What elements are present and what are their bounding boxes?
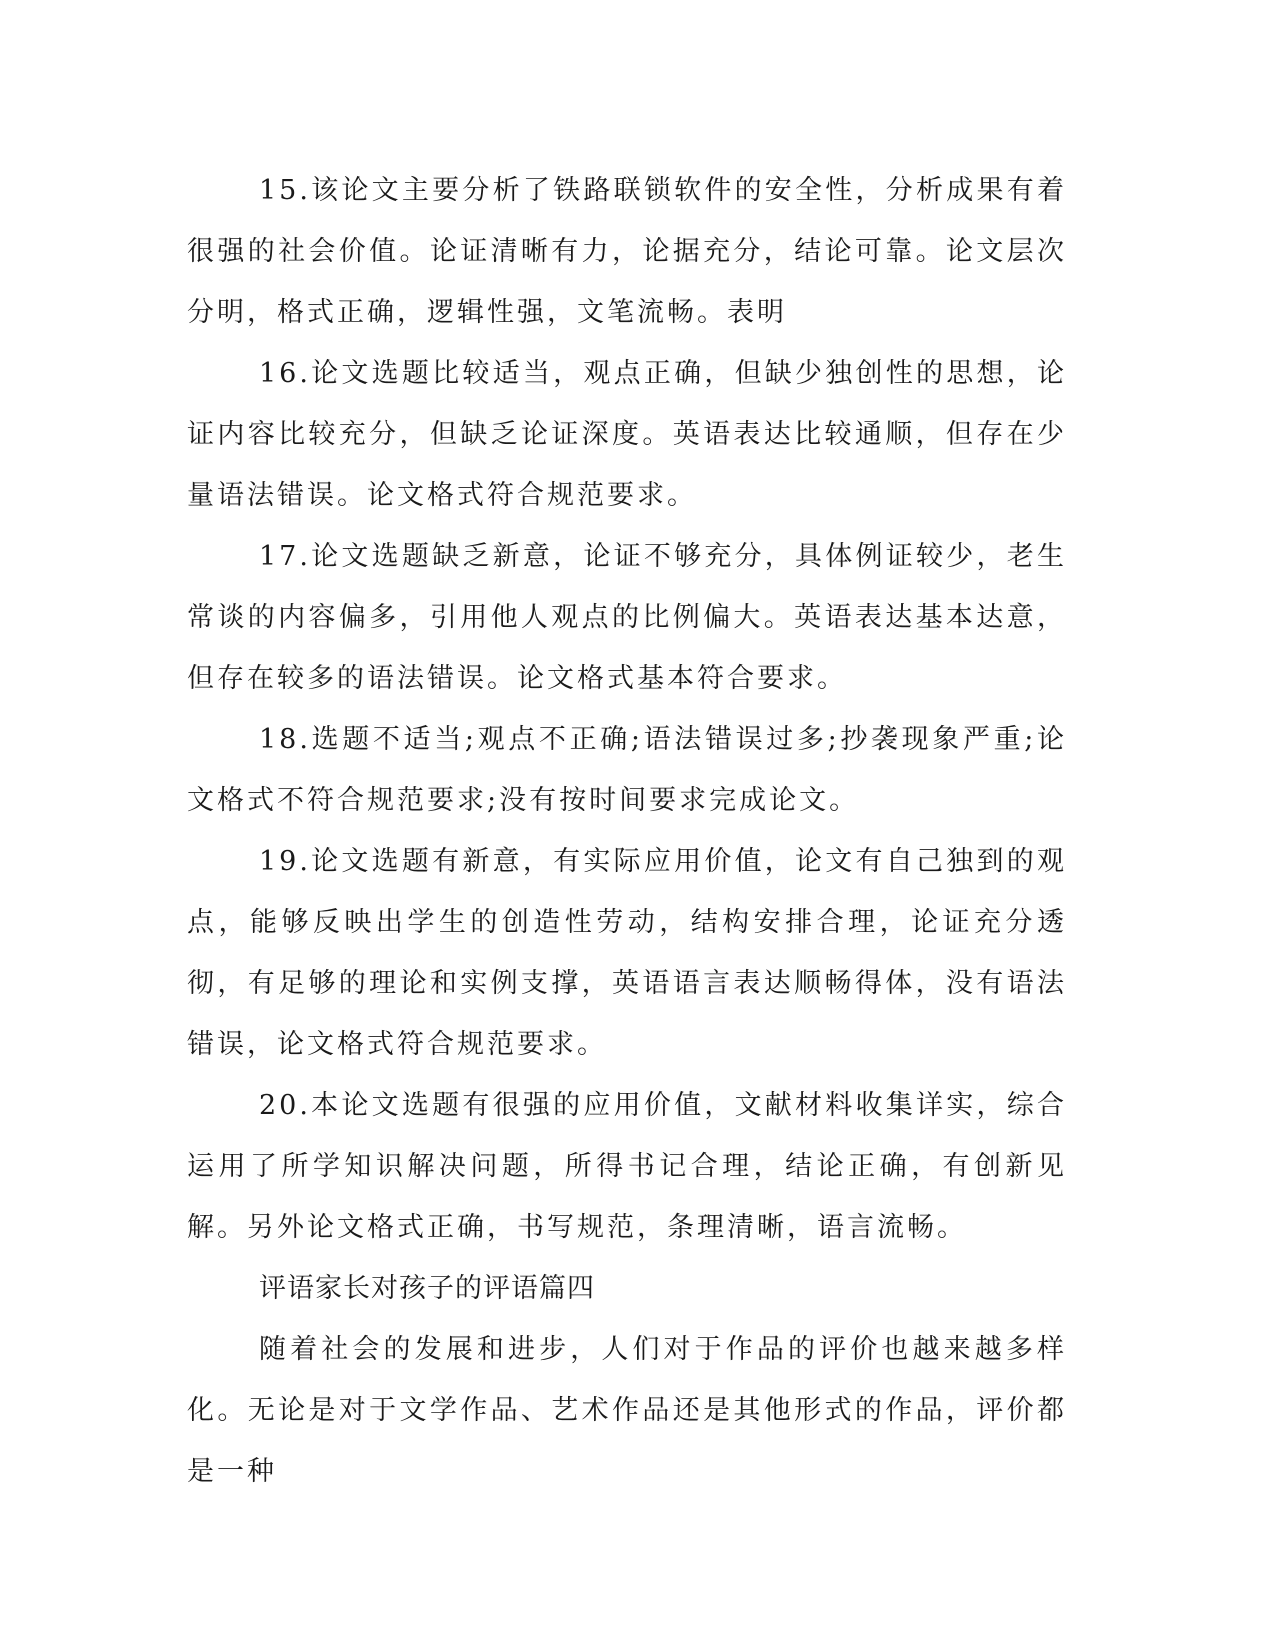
document-body bbox=[187, 160, 1067, 1502]
paragraph-18: 18.选题不适当;观点不正确;语法错误过多;抄袭现象严重;论文格式不符合规范要求;没有按时间要求完成论文。 bbox=[187, 724, 1067, 816]
paragraph-15: 15.该论文主要分析了铁路联锁软件的安全性，分析成果有着很强的社会价值。论证清晰有力，论据充分，结论可靠。论文层次分明，格式正确，逻辑性强，文笔流畅。表明 bbox=[187, 175, 1067, 328]
paragraph-19: 19.论文选题有新意，有实际应用价值，论文有自己独到的观点，能够反映出学生的创造性劳动，结构安排合理，论证充分透彻，有足够的理论和实例支撑，英语语言表达顺畅得体，没有语法错误，论文格式符合规范要求。 bbox=[187, 846, 1067, 1060]
intro-paragraph: 随着社会的发展和进步，人们对于作品的评价也越来越多样化。无论是对于文学作品、艺术作品还是其他形式的作品，评价都是一种 bbox=[187, 1334, 1067, 1487]
paragraph-17: 17.论文选题缺乏新意，论证不够充分，具体例证较少，老生常谈的内容偏多，引用他人观点的比例偏大。英语表达基本达意，但存在较多的语法错误。论文格式基本符合要求。 bbox=[187, 541, 1067, 694]
section-heading: 评语家长对孩子的评语篇四 bbox=[259, 1273, 595, 1304]
paragraph-20: 20.本论文选题有很强的应用价值，文献材料收集详实，综合运用了所学知识解决问题，所得书记合理，结论正确，有创新见解。另外论文格式正确，书写规范，条理清晰，语言流畅。 bbox=[187, 1090, 1067, 1243]
paragraph-16: 16.论文选题比较适当，观点正确，但缺少独创性的思想，论证内容比较充分，但缺乏论证深度。英语表达比较通顺，但存在少量语法错误。论文格式符合规范要求。 bbox=[187, 358, 1067, 511]
